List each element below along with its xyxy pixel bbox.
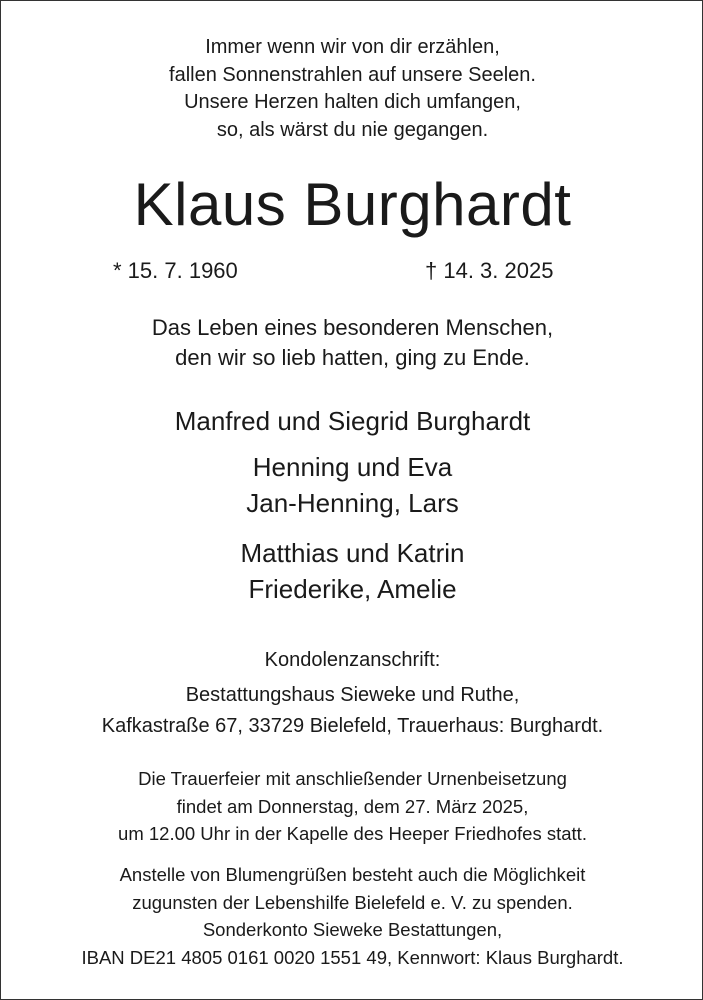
deceased-name: Klaus Burghardt: [133, 171, 572, 238]
intro-text: [1, 313, 703, 373]
ceremony-info: [1, 765, 703, 848]
birth-date: * 15. 7. 1960: [113, 258, 238, 283]
death-date: † 14. 3. 2025: [425, 258, 554, 283]
family-group-matthias: [1, 535, 703, 607]
donation-line: Sonderkonto Sieweke Bestattungen,: [202, 919, 503, 940]
intro-line: Das Leben eines besonderen Menschen,: [151, 315, 554, 340]
family-line: Matthias und Katrin: [240, 538, 465, 568]
family-line: Friederike, Amelie: [248, 574, 457, 604]
intro-line: den wir so lieb hatten, ging zu Ende.: [175, 345, 530, 370]
family-group-henning: [1, 449, 703, 521]
family-line: Henning und Eva: [252, 452, 453, 482]
ceremony-line: um 12.00 Uhr in der Kapelle des Heeper Friedhofes statt.: [118, 823, 587, 844]
poem-line: Immer wenn wir von dir erzählen,: [205, 36, 500, 58]
poem-line: fallen Sonnenstrahlen auf unsere Seelen.: [169, 63, 536, 86]
family-line: Jan-Henning, Lars: [246, 488, 459, 518]
donation-line: Anstelle von Blumengrüßen besteht auch die Möglichkeit: [119, 864, 586, 885]
memorial-poem: [1, 34, 703, 144]
poem-line: so, als wärst du nie gegangen.: [216, 118, 489, 141]
condolence-address: [1, 645, 703, 742]
poem-line: Unsere Herzen halten dich umfangen,: [184, 91, 521, 113]
iban-line: IBAN DE21 4805 0161 0020 1551 49, Kennwort: Klaus Burghardt.: [81, 946, 624, 968]
ceremony-line: findet am Donnerstag, dem 27. März 2025,: [176, 795, 529, 817]
donation-info: [1, 861, 703, 971]
condolence-heading: Kondolenzanschrift:: [264, 649, 441, 671]
address-line: Kafkastraße 67, 33729 Bielefeld, Trauerhaus: Burghardt.: [101, 715, 604, 737]
family-group-parents: [1, 403, 703, 439]
address-line: Bestattungshaus Sieweke und Ruthe,: [185, 684, 520, 706]
ceremony-line: Die Trauerfeier mit anschließender Urnenbeisetzung: [138, 768, 567, 789]
family-line: Manfred und Siegrid Burghardt: [174, 406, 531, 436]
donation-line: zugunsten der Lebenshilfe Bielefeld e. V. zu spenden.: [132, 891, 573, 913]
